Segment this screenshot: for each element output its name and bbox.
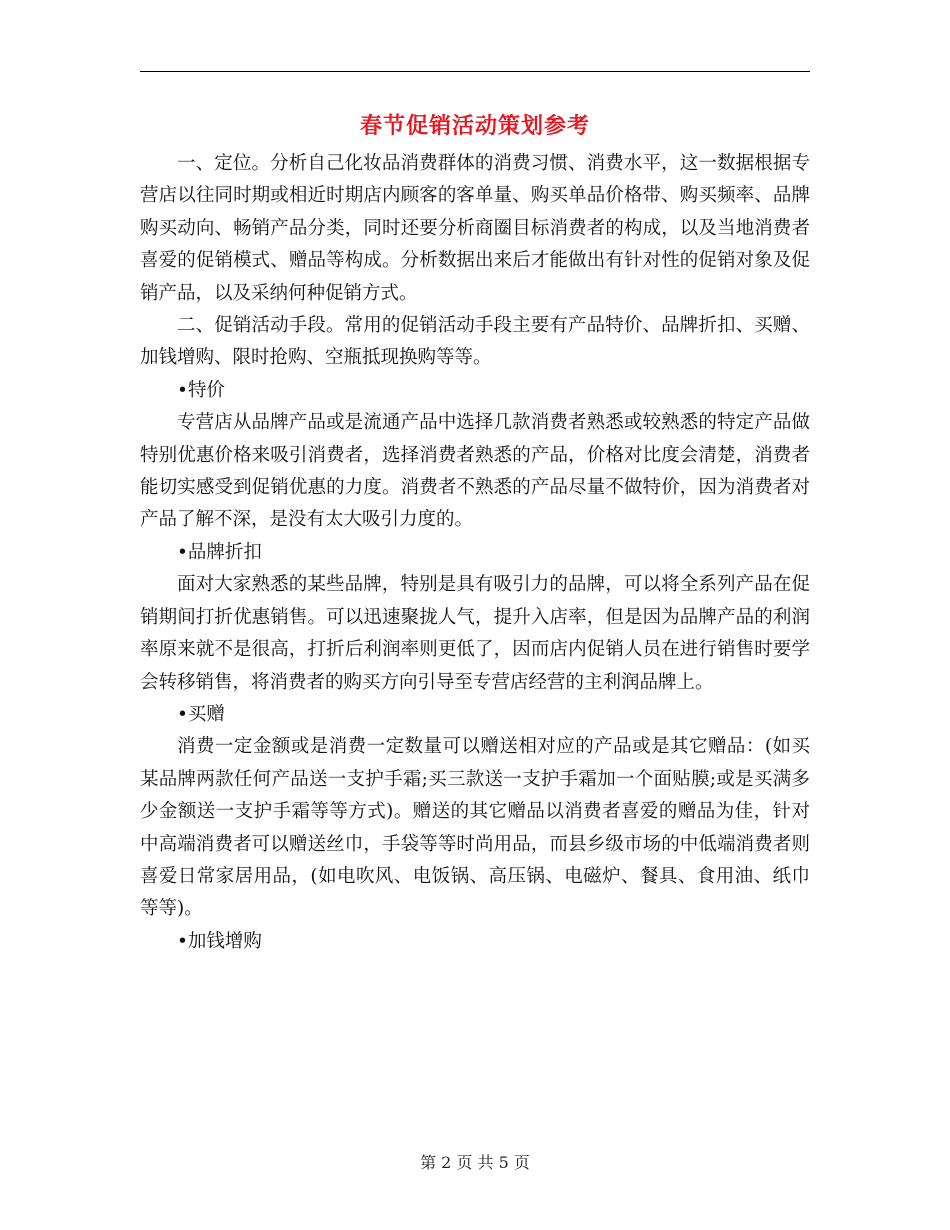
header-rule	[140, 71, 810, 72]
paragraph-promotion-methods: 二、促销活动手段。常用的促销活动手段主要有产品特价、品牌折扣、买赠、加钱增购、限时抢购、空瓶抵现换购等等。	[140, 315, 810, 369]
document-body	[140, 148, 810, 958]
document-title: 春节促销活动策划参考	[359, 113, 590, 139]
paragraph-gift-with-purchase: 消费一定金额或是消费一定数量可以赠送相对应的产品或是其它赠品：(如买某品牌两款任何产品送一支护手霜;买三款送一支护手霜加一个面贴膜;或是买满多少金额送一支护手霜等等方式)。赠送的其它赠品以消费者喜爱的赠品为佳，针对中高端消费者可以赠送丝巾，手袋等等时尚用品，而县乡级市场的中低端消费者则喜爱日常家居用品，(如电吹风、电饭锅、高压锅、电磁炉、餐具、食用油、纸巾等等)。	[140, 736, 810, 920]
bullet-brand-discount: •品牌折扣	[177, 541, 262, 563]
bullet-special-price: •特价	[177, 379, 225, 401]
bullet-gift-with-purchase: •买赠	[177, 703, 225, 725]
paragraph-positioning: 一、定位。分析自己化妆品消费群体的消费习惯、消费水平，这一数据根据专营店以往同时期或相近时期店内顾客的客单量、购买单品价格带、购买频率、品牌购买动向、畅销产品分类，同时还要分析商圈目标消费者的构成，以及当地消费者喜爱的促销模式、赠品等构成。分析数据出来后才能做出有针对性的促销对象及促销产品，以及采纳何种促销方式。	[140, 153, 810, 304]
paragraph-special-price: 专营店从品牌产品或是流通产品中选择几款消费者熟悉或较熟悉的特定产品做特别优惠价格来吸引消费者，选择消费者熟悉的产品，价格对比度会清楚，消费者能切实感受到促销优惠的力度。消费者不熟悉的产品尽量不做特价，因为消费者对产品了解不深，是没有太大吸引力度的。	[140, 412, 810, 531]
bullet-add-on-purchase: •加钱增购	[177, 930, 262, 952]
paragraph-brand-discount: 面对大家熟悉的某些品牌，特别是具有吸引力的品牌，可以将全系列产品在促销期间打折优惠销售。可以迅速聚拢人气，提升入店率，但是因为品牌产品的利润率原来就不是很高，打折后利润率则更低了，因而店内促销人员在进行销售时要学会转移销售，将消费者的购买方向引导至专营店经营的主利润品牌上。	[140, 574, 810, 693]
page-number-footer: 第 2 页 共 5 页	[420, 1153, 530, 1172]
